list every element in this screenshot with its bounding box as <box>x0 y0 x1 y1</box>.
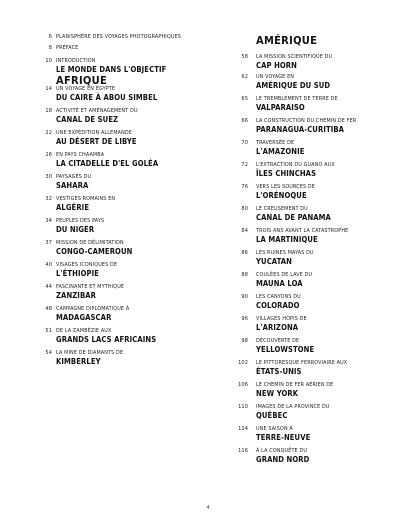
toc-page-number: 98 <box>241 338 248 344</box>
toc-entry-title: GRAND NORD <box>256 455 310 464</box>
toc-entry-label: LE PITTORESQUE FERROVIAIRE AUX <box>256 360 348 366</box>
toc-entry-title: L'ARIZONA <box>256 323 299 332</box>
toc-page-number: 80 <box>241 206 248 212</box>
toc-entry-title: SAHARA <box>56 181 89 190</box>
toc-entry-title: QUÉBEC <box>256 411 288 420</box>
toc-page-number: 58 <box>241 54 248 60</box>
toc-entry-title: MAUNA LOA <box>256 279 303 288</box>
page-number: 4 <box>206 505 210 511</box>
toc-entry-title: L'ORÉNOQUE <box>256 191 307 200</box>
toc-entry-title: ALGÉRIE <box>56 203 90 212</box>
toc-page-number: 30 <box>45 174 52 180</box>
toc-page-number: 65 <box>241 96 248 102</box>
toc-entry-title: MADAGASCAR <box>56 313 112 322</box>
toc-entry-title: LA CITADELLE D'EL GOLÉA <box>56 159 159 168</box>
toc-entry-title: L'ÉTHIOPIE <box>56 269 100 278</box>
toc-page-number: 86 <box>241 250 248 256</box>
toc-entry-title: CANAL DE SUEZ <box>56 115 119 124</box>
toc-page-number: 40 <box>45 262 52 268</box>
toc-entry-title: DU NIGER <box>56 225 95 234</box>
toc-entry-label: UNE SAISON À <box>256 426 293 432</box>
toc-entry-label: UNE EXPÉDITION ALLEMANDE <box>56 130 133 136</box>
toc-page-number: 22 <box>45 130 52 136</box>
toc-entry-title: CAP HORN <box>256 61 297 70</box>
toc-page-number: 8 <box>48 45 52 51</box>
toc-page-number: 6 <box>48 34 52 40</box>
toc-entry-label: LE TREMBLEMENT DE TERRE DE <box>256 96 338 102</box>
toc-entry-label: TRAVERSÉE DE <box>256 140 295 146</box>
toc-page-number: 90 <box>241 294 248 300</box>
toc-entry-label: MISSION DE DÉLIMITATION <box>56 240 124 246</box>
toc-page-number: 66 <box>241 118 248 124</box>
toc-entry-title: CONGO-CAMEROUN <box>56 247 133 256</box>
toc-entry-label: FASCINANTE ET MYTHIQUE <box>56 284 125 290</box>
toc-page-number: 44 <box>45 284 52 290</box>
toc-page-number: 62 <box>241 74 248 80</box>
toc-entry-title: COLORADO <box>256 301 300 310</box>
toc-entry-label: EN PAYS CHAAMBA <box>56 152 105 158</box>
toc-entry-title: NEW YORK <box>256 389 299 398</box>
section-heading-afrique: AFRIQUE <box>56 74 108 87</box>
toc-entry-label: UN VOYAGE EN <box>256 74 295 80</box>
toc-entry-label: UN VOYAGE EN ÉGYPTE <box>56 86 116 92</box>
toc-entry-title: AMÉRIQUE DU SUD <box>256 81 331 90</box>
toc-entry-title: TERRE-NEUVE <box>256 433 311 442</box>
toc-entry-label: L'EXTRACTION DU GUANO AUX <box>256 162 335 168</box>
toc-entry-label: LE CREUSEMENT DU <box>256 206 308 212</box>
toc-entry-title: ÉTATS-UNIS <box>256 367 302 376</box>
toc-entry-title: LE MONDE DANS L'OBJECTIF <box>56 65 167 74</box>
toc-entry-title: CANAL DE PANAMA <box>256 213 331 222</box>
toc-entry-label: VISAGES ICONIQUES DE <box>56 262 118 268</box>
toc-entry-title: ÎLES CHINCHAS <box>256 169 317 178</box>
toc-entry-label: DÉCOUVERTE DE <box>256 338 300 344</box>
toc-entry-label: LA MISSION SCIENTIFIQUE DU <box>256 54 333 60</box>
toc-page-number: 70 <box>241 140 248 146</box>
toc-entry-label: À LA CONQUÊTE DU <box>256 448 308 454</box>
toc-entry-label: PLANISPHÈRE DES VOYAGES PHOTOGRAPHIQUES <box>56 34 181 40</box>
toc-page-number: 96 <box>241 316 248 322</box>
toc-page-number: 114 <box>238 426 248 432</box>
toc-page-number: 76 <box>241 184 248 190</box>
toc-entry-label: LE CHEMIN DE FER AÉRIEN DE <box>256 382 334 388</box>
toc-entry-title: ZANZIBAR <box>56 291 97 300</box>
toc-entry-title: YELLOWSTONE <box>256 345 315 354</box>
section-heading-amerique: AMÉRIQUE <box>256 34 318 47</box>
toc-entry-title: GRANDS LACS AFRICAINS <box>56 335 157 344</box>
toc-page-number: 37 <box>45 240 52 246</box>
toc-entry-title: VALPARAISO <box>256 103 305 112</box>
toc-entry-title: PARANAGUA-CURITIBA <box>256 125 345 134</box>
toc-entry-title: L'AMAZONIE <box>256 147 305 156</box>
toc-page-number: 54 <box>45 350 52 356</box>
toc-entry-label: VILLAGES HOPIS DE <box>256 316 307 322</box>
toc-entry-label: PRÉFACE <box>56 45 79 51</box>
toc-entry-title: LA MARTINIQUE <box>256 235 318 244</box>
toc-page-number: 51 <box>45 328 52 334</box>
toc-entry-label: LES RUINES MAYAS DU <box>256 250 314 256</box>
toc-entry-title: YUCATAN <box>256 257 292 266</box>
toc-entry-label: LES CANYONS DU <box>256 294 301 300</box>
toc-page-number: 88 <box>241 272 248 278</box>
toc-entry-label: PAYSAGES DU <box>56 174 92 180</box>
toc-entry-label: PEUPLES DES PAYS <box>56 218 105 224</box>
toc-page-number: 26 <box>45 152 52 158</box>
toc-entry-label: VESTIGES ROMAINS EN <box>56 196 116 202</box>
toc-page-number: 48 <box>45 306 52 312</box>
toc-entry-label: CAMPAGNE DIPLOMATIQUE À <box>56 306 130 312</box>
toc-page-number: 18 <box>45 108 52 114</box>
toc-entry-label: LA CONSTRUCTION DU CHEMIN DE FER <box>256 118 357 124</box>
toc-entry-label: ACTIVITÉ ET AMÉNAGEMENT DU <box>56 108 138 114</box>
toc-page-number: 110 <box>238 404 248 410</box>
toc-page-number: 32 <box>45 196 52 202</box>
toc-entry-title: DU CAIRE À ABOU SIMBEL <box>56 93 158 102</box>
toc-entry-title: AU DÉSERT DE LIBYE <box>56 137 137 146</box>
toc-entry-label: TROIS ANS AVANT LA CATASTROPHE <box>256 228 349 234</box>
toc-page-number: 72 <box>241 162 248 168</box>
toc-entry-label: IMAGES DE LA PROVINCE DU <box>256 404 330 410</box>
toc-page-number: 10 <box>45 58 52 64</box>
toc-entry-label: LA MINE DE DIAMANTS DE <box>56 350 124 356</box>
toc-page-number: 102 <box>238 360 248 366</box>
toc-entry-label: VERS LES SOURCES DE <box>256 184 316 190</box>
toc-page-number: 14 <box>45 86 52 92</box>
toc-entry-label: INTRODUCTION <box>56 58 96 64</box>
toc-entry-label: DE LA ZAMBÈZIE AUX <box>56 328 112 334</box>
toc-page-number: 84 <box>241 228 248 234</box>
toc-page-number: 34 <box>45 218 52 224</box>
toc-entry-title: KIMBERLEY <box>56 357 101 366</box>
toc-page-number: 116 <box>238 448 248 454</box>
toc-entry-label: COULÉES DE LAVE DU <box>256 272 313 278</box>
toc-page-number: 106 <box>238 382 248 388</box>
